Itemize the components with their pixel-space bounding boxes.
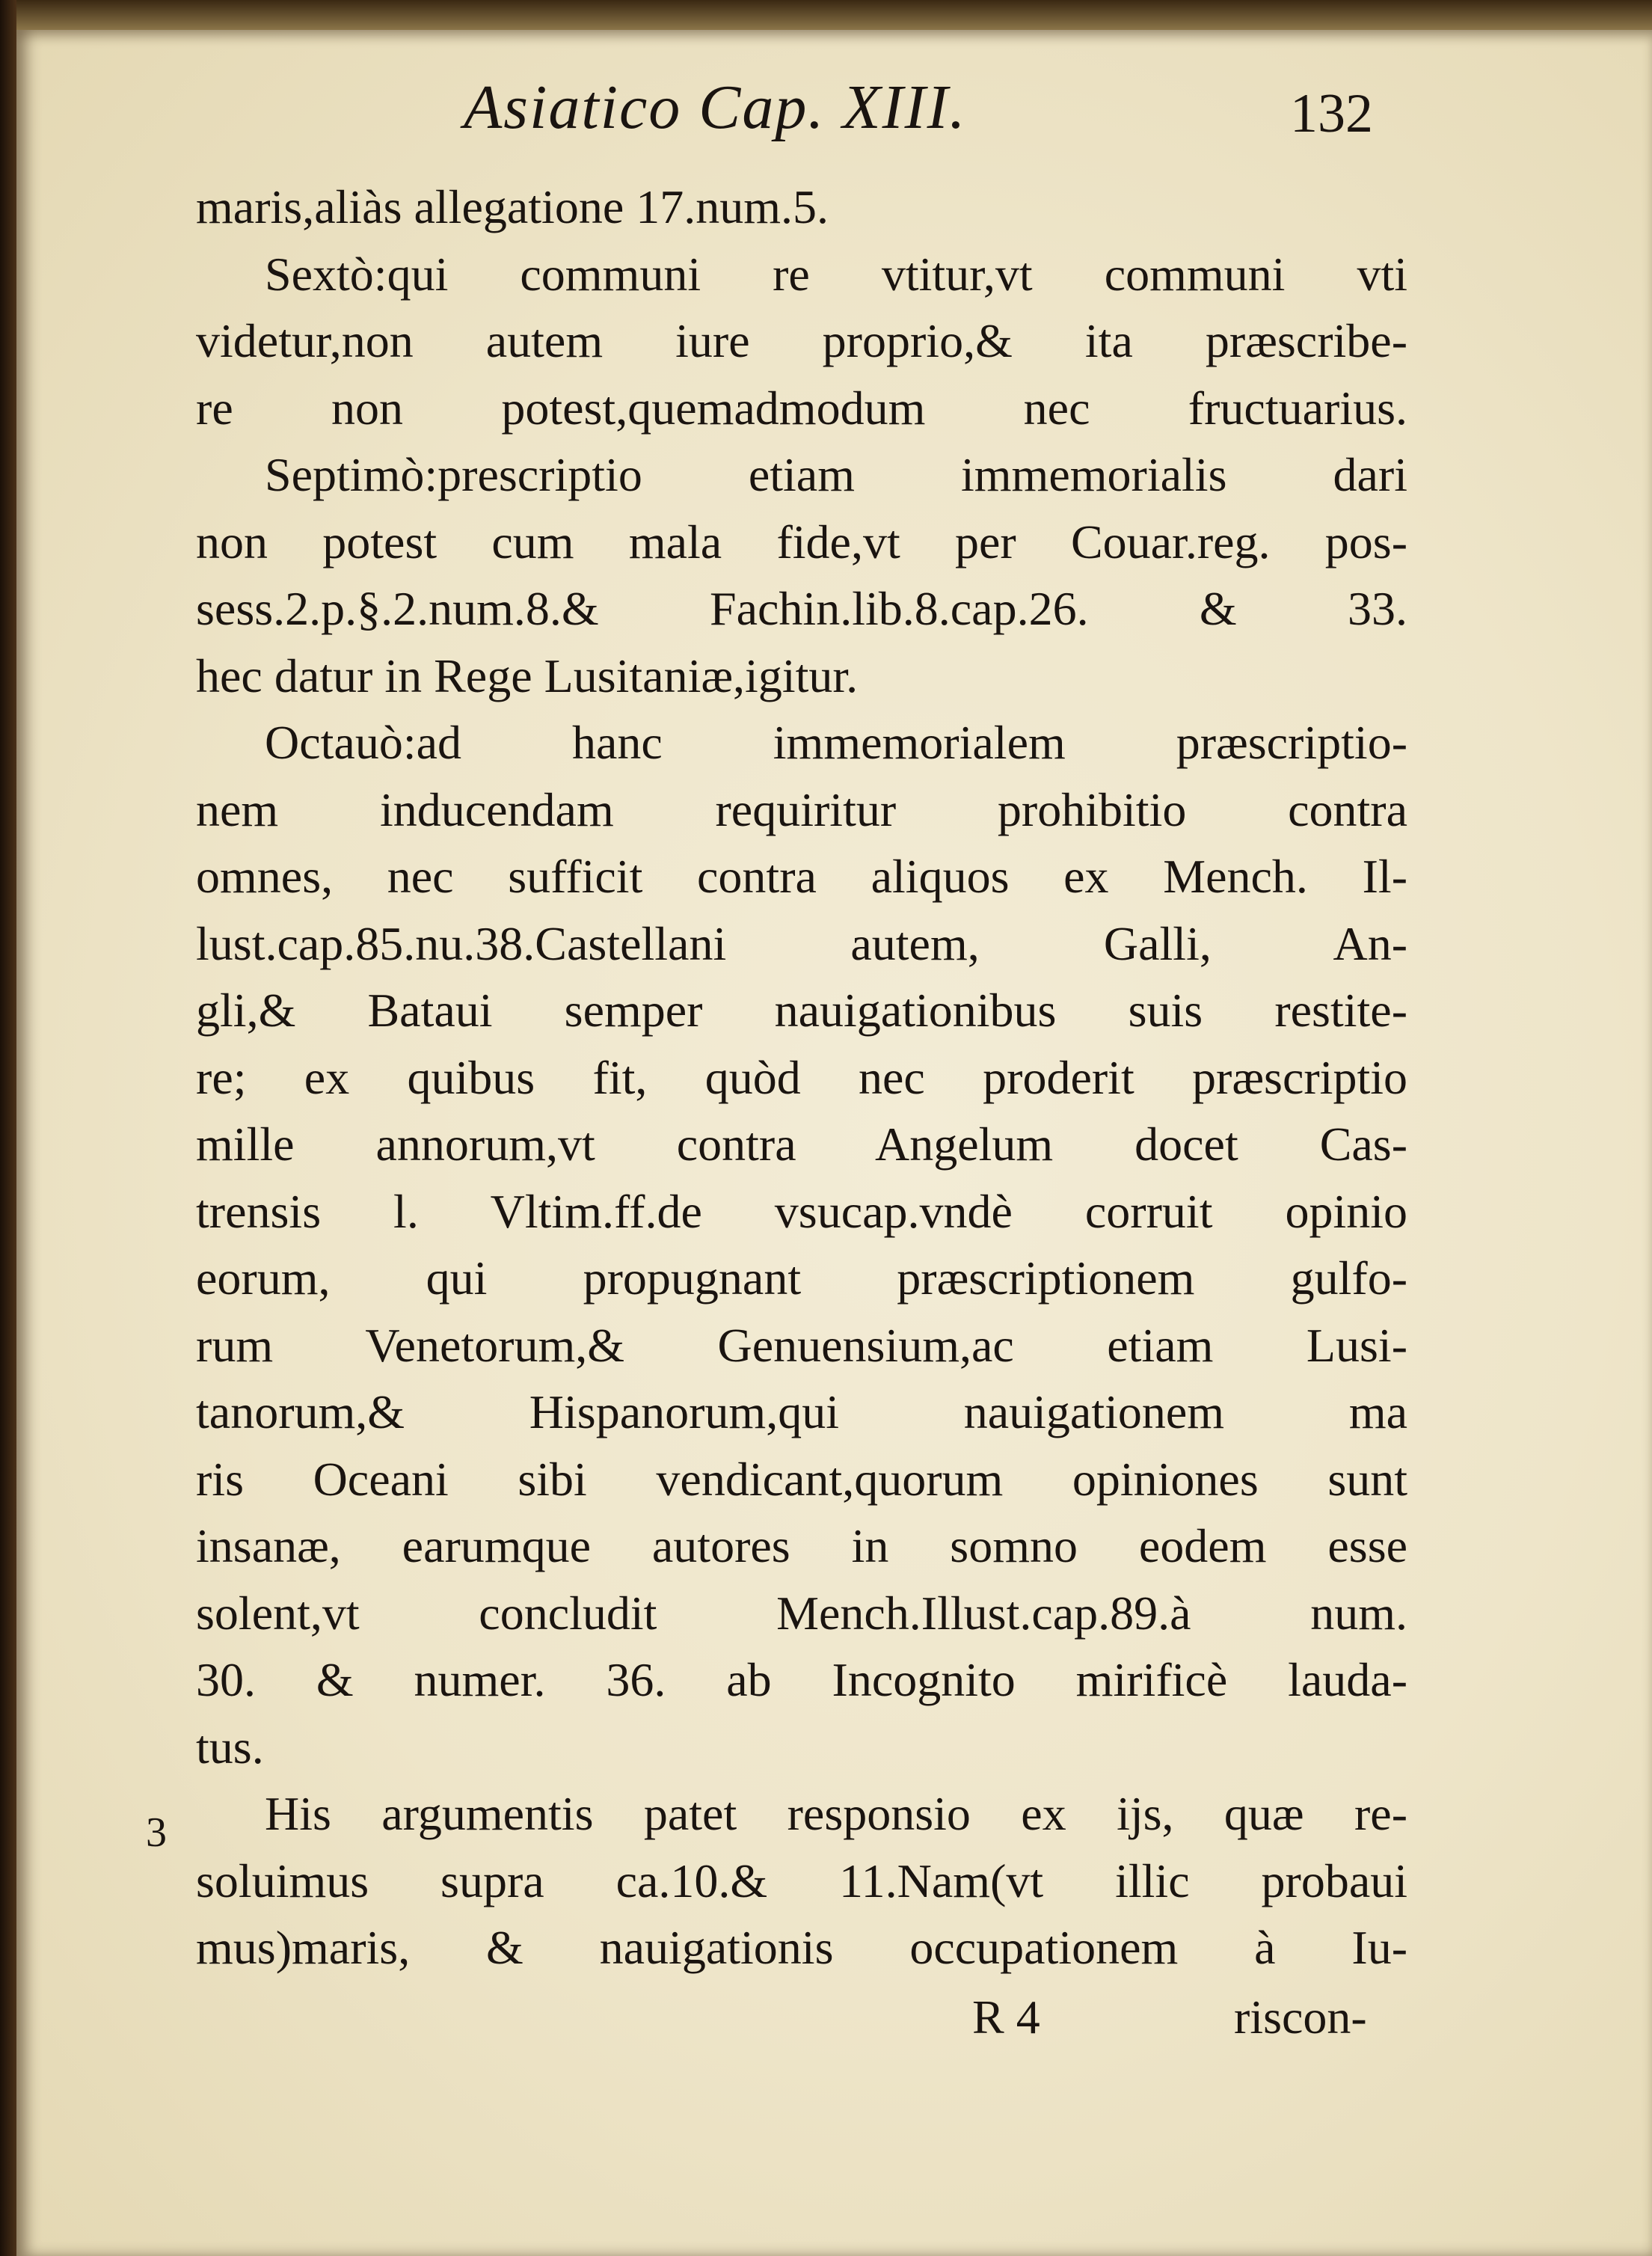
catchword: riscon-: [1234, 1990, 1367, 2044]
text-line: omnes, nec sufficit contra aliquos ex Mench. Il-: [196, 850, 1407, 903]
signature-mark: R 4: [972, 1990, 1040, 2044]
text-line: tus.: [196, 1720, 264, 1774]
text-line: re; ex quibus fit, quòd nec proderit præscriptio: [196, 1050, 1407, 1104]
text-line: trensis l. Vltim.ff.de vsucap.vndè corruit opinio: [196, 1184, 1407, 1238]
book-gutter-edge: [0, 0, 16, 2256]
text-line: videtur,non autem iure proprio,& ita præscribe-: [196, 314, 1407, 367]
text-line: non potest cum mala fide,vt per Couar.reg. pos-: [196, 515, 1407, 568]
text-line: re non potest,quemadmodum nec fructuarius.: [196, 381, 1407, 435]
text-line: soluimus supra ca.10.& 11.Nam(vt illic probaui: [196, 1854, 1407, 1907]
book-top-edge: [0, 0, 1652, 30]
text-line: sess.2.p.§.2.num.8.& Fachin.lib.8.cap.26. & 33.: [196, 582, 1407, 635]
text-line: tanorum,& Hispanorum,qui nauigationem ma: [196, 1385, 1407, 1438]
text-line: 30. & numer. 36. ab Incognito mirificè lauda-: [196, 1653, 1407, 1706]
marginal-note-number: 3: [146, 1809, 167, 1856]
text-line: mus)maris, & nauigationis occupationem à Iu-: [196, 1921, 1407, 1974]
text-line: Septimò:prescriptio etiam immemorialis dari: [265, 448, 1407, 501]
page-number: 132: [1290, 83, 1373, 144]
running-title: Asiatico Cap. XIII.: [464, 73, 967, 142]
text-line: Octauò:ad hanc immemorialem præscriptio-: [265, 716, 1407, 769]
text-line: His argumentis patet responsio ex ijs, quæ re-: [265, 1787, 1407, 1840]
text-line: rum Venetorum,& Genuensium,ac etiam Lusi-: [196, 1318, 1407, 1372]
text-line: mille annorum,vt contra Angelum docet Cas-: [196, 1118, 1407, 1171]
main-text-block: [196, 174, 1407, 1981]
text-line: Sextò:qui communi re vtitur,vt communi vti: [265, 247, 1407, 301]
text-line: eorum, qui propugnant præscriptionem gulfo-: [196, 1251, 1407, 1305]
text-line: nem inducendam requiritur prohibitio contra: [196, 782, 1407, 836]
text-line: insanæ, earumque autores in somno eodem esse: [196, 1519, 1407, 1572]
text-line: hec datur in Rege Lusitaniæ,igitur.: [196, 649, 859, 702]
text-line: ris Oceani sibi vendicant,quorum opiniones sunt: [196, 1452, 1407, 1506]
text-line: gli,& Bataui semper nauigationibus suis restite-: [196, 984, 1407, 1037]
text-line: maris,aliàs allegatione 17.num.5.: [196, 180, 829, 233]
text-line: solent,vt concludit Mench.Illust.cap.89.à num.: [196, 1586, 1407, 1640]
text-line: lust.cap.85.nu.38.Castellani autem, Galli, An-: [196, 916, 1407, 970]
